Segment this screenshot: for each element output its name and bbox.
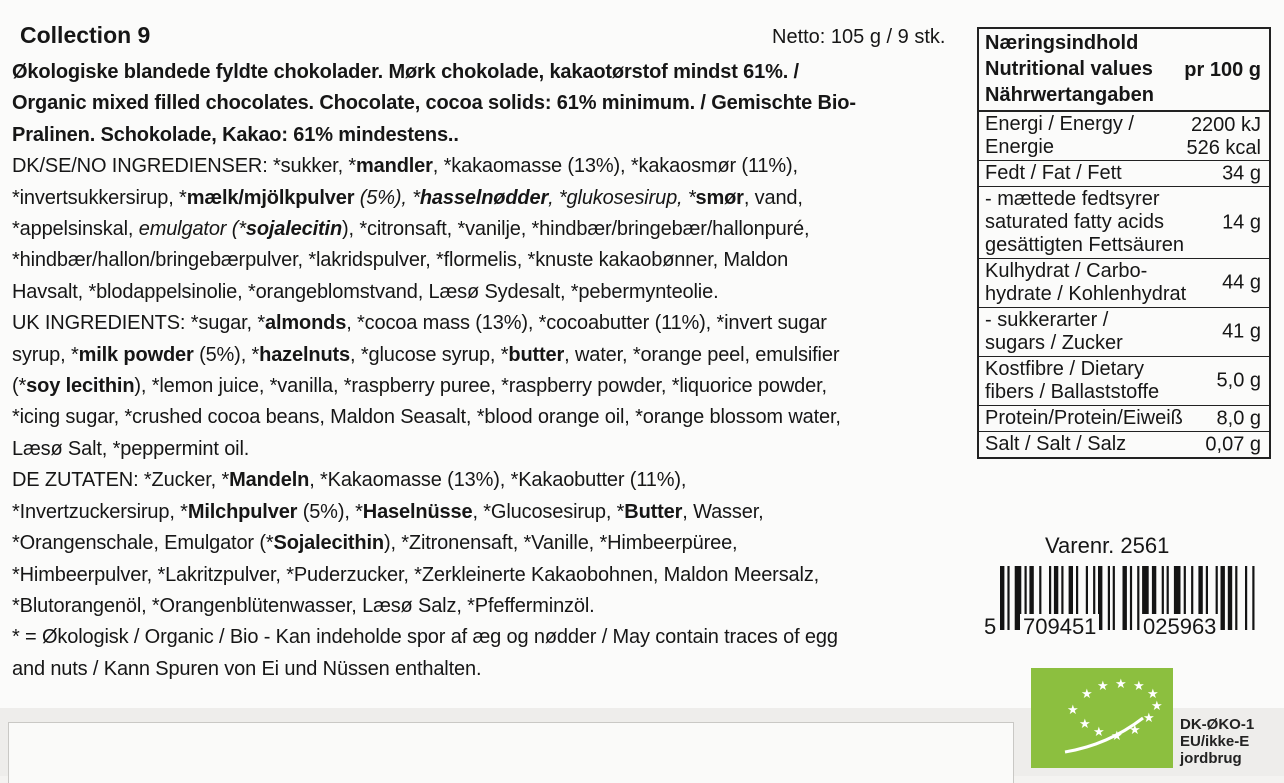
nutrient-value [1222, 272, 1261, 295]
nutrient-value-line: 0,07 g [1205, 433, 1261, 455]
nutrition-row [979, 308, 1269, 357]
eu-star-icon: ★ [1115, 677, 1127, 692]
nutrient-label: sugars / Zucker [985, 332, 1123, 354]
nutrition-row [979, 406, 1269, 432]
ingredients-line [12, 402, 962, 433]
barcode-bar [1245, 566, 1247, 630]
eu-star-icon: ★ [1147, 687, 1159, 702]
barcode-bar [1252, 566, 1254, 630]
ingredient-text: Læsø Salt, *peppermint oil. [12, 437, 250, 460]
ingredient-text: UK INGREDIENTS: *sugar, * [12, 312, 265, 335]
ingredient-text: and nuts / Kann Spuren von Ei und Nüssen enthalten. [12, 657, 482, 680]
allergen-text: soy lecithin [26, 375, 135, 398]
allergen-text: Butter [624, 500, 683, 523]
nutrient-label: saturated fatty acids [985, 211, 1164, 233]
nutrition-row [979, 161, 1269, 187]
barcode-bar [1113, 566, 1115, 630]
lower-packaging-box [8, 722, 1014, 783]
per-100g-label: pr 100 g [1184, 59, 1261, 81]
allergen-text: hazelnuts [259, 343, 351, 366]
ingredient-text: (* [12, 375, 27, 398]
item-number: Varenr. 2561 [1045, 533, 1170, 558]
ingredient-text: , *glukosesirup, * [548, 186, 696, 209]
eu-star-icon: ★ [1151, 699, 1163, 714]
eu-star-icon: ★ [1129, 723, 1141, 738]
nutrient-value-line: 526 kcal [1186, 137, 1261, 159]
barcode-bar [1123, 566, 1127, 630]
barcode-bar [1221, 566, 1225, 630]
allergen-text: smør [695, 186, 744, 209]
allergen-text: almonds [265, 312, 347, 335]
ingredients-line [12, 151, 962, 182]
ingredient-text: DE ZUTATEN: *Zucker, * [12, 469, 230, 492]
nutrient-value-line: 5,0 g [1216, 369, 1261, 392]
ingredient-text: ), *citronsaft, *vanilje, *hindbær/bringebær/hallonpuré, [342, 218, 810, 241]
ingredient-text: , Wasser, [682, 500, 764, 523]
allergen-text: sojalecitin [245, 218, 343, 241]
allergen-text: Haselnüsse [362, 500, 473, 523]
ingredient-text: (5%), * [354, 186, 420, 209]
net-weight: Netto: 105 g / 9 stk. [772, 26, 946, 48]
nutrient-value-line: 2200 kJ [1190, 114, 1261, 136]
nutrition-table-header [979, 29, 1269, 112]
ingredient-text: , *kakaomasse (13%), *kakaosmør (11%), [432, 155, 798, 178]
ingredient-text: DK/SE/NO INGREDIENSER: *sukker, * [12, 155, 357, 178]
allergen-text: Mandeln [229, 469, 310, 492]
ingredients-line [12, 528, 962, 559]
label-text-block [12, 57, 962, 685]
ingredient-text: *Invertzuckersirup, * [12, 500, 188, 523]
nutrient-value [1217, 407, 1261, 430]
organic-certification-text [1180, 716, 1254, 767]
nutrient-value-line: 41 g [1222, 320, 1261, 343]
eu-organic-leaf-icon [1031, 668, 1173, 768]
eu-star-icon: ★ [1093, 725, 1105, 740]
ingredients-line [12, 340, 962, 371]
barcode-bar [1007, 566, 1009, 630]
allergen-text: Milchpulver [187, 500, 298, 523]
nutrient-value-line: 34 g [1222, 162, 1261, 184]
ingredient-text: (5%), * [193, 343, 260, 366]
eu-star-icon: ★ [1143, 711, 1155, 726]
ingredient-text: , *Kakaomasse (13%), *Kakaobutter (11%), [309, 469, 687, 492]
headline-line: Pralinen. Schokolade, Kakao: 61% mindestens.. [12, 123, 459, 146]
ingredient-text: *Himbeerpulver, *Lakritzpulver, *Puderzucker, *Zerkleinerte Kakaobohnen, Maldon Meersalz, [12, 563, 820, 586]
ingredient-text: ), *lemon juice, *vanilla, *raspberry puree, *raspberry powder, *liquorice powder, [134, 375, 827, 398]
nutrition-row [979, 187, 1269, 259]
nutrition-table [977, 27, 1271, 459]
ingredient-text: * = Økologisk / Organic / Bio - Kan indeholde spor af æg og nødder / May contain traces of egg [12, 626, 838, 649]
eu-star-icon: ★ [1097, 679, 1109, 694]
headline-line: Organic mixed filled chocolates. Chocolate, cocoa solids: 61% minimum. / Gemischte Bio- [12, 92, 856, 115]
barcode-bar [1228, 566, 1232, 630]
nutrient-label: fibers / Ballaststoffe [985, 381, 1160, 403]
nutrient-label: Kulhydrat / Carbo- [985, 260, 1148, 282]
ingredients-line [12, 654, 962, 685]
headline-line: Økologiske blandede fyldte chokolader. Mørk chokolade, kakaotørstof mindst 61%. / [12, 61, 799, 83]
eu-star-icon: ★ [1079, 717, 1091, 732]
nutrition-row [979, 432, 1269, 458]
nutrient-label: - mættede fedtsyrer [985, 188, 1160, 210]
ingredients-line [12, 183, 962, 214]
nutrient-value [1222, 321, 1261, 344]
nutrition-row [979, 259, 1269, 308]
barcode-bar [1130, 566, 1132, 630]
ingredient-text: , water, *orange peel, emulsifier [564, 343, 840, 366]
allergen-text: hasselnødder [419, 186, 549, 209]
ingredients-line [12, 371, 962, 402]
nutrient-label: Energi / Energy / [985, 113, 1134, 135]
nutrient-value [1205, 433, 1261, 456]
allergen-text: Sojalecithin [273, 532, 384, 555]
ingredient-text: ), *Zitronensaft, *Vanille, *Himbeerpüree, [383, 532, 738, 555]
barcode-bar [1108, 566, 1110, 630]
ingredient-text: , *Glucosesirup, * [472, 500, 625, 523]
ingredients-line [12, 465, 962, 496]
ingredient-text: (5%), * [297, 500, 363, 523]
nutrition-heading: Næringsindhold [985, 32, 1139, 54]
ingredients-line [12, 497, 962, 528]
ingredients-line [12, 591, 962, 622]
cert-line: EU/ikke-E [1180, 733, 1250, 750]
nutrient-value-line: 44 g [1222, 271, 1261, 294]
ingredient-text: *Orangenschale, Emulgator (* [12, 532, 274, 555]
ingredients-line [12, 434, 962, 465]
barcode-bar [1235, 566, 1237, 630]
nutrient-value [1222, 211, 1261, 234]
nutrition-row [979, 112, 1269, 161]
ingredients-line [12, 560, 962, 591]
ingredients-list [12, 151, 962, 685]
barcode-digit-group: 025963 [1140, 614, 1219, 640]
nutrient-value-line: 14 g [1222, 211, 1261, 233]
barcode-digit-group: 5 [984, 614, 997, 639]
ingredient-text: , *glucose syrup, * [350, 343, 509, 366]
ingredients-line [12, 214, 962, 245]
barcode-digit-group: 709451 [1020, 614, 1099, 640]
cert-line: jordbrug [1180, 750, 1242, 767]
ingredient-text: , *cocoa mass (13%), *cocoabutter (11%), *invert sugar [346, 312, 827, 335]
nutrient-value [1187, 114, 1262, 160]
cert-line: DK-ØKO-1 [1180, 716, 1255, 733]
nutrition-row [979, 357, 1269, 406]
ingredients-line [12, 245, 962, 276]
allergen-text: butter [508, 343, 565, 366]
nutrition-heading: Nährwertangaben [985, 84, 1154, 106]
allergen-text: mælk/mjölkpulver [186, 186, 355, 209]
eu-star-icon: ★ [1067, 703, 1079, 718]
eu-star-icon: ★ [1081, 687, 1093, 702]
nutrient-label: - sukkerarter / [985, 309, 1109, 331]
ingredient-text: emulgator (* [138, 218, 246, 241]
ingredient-text: *appelsinskal, [12, 218, 139, 241]
nutrition-rows [979, 112, 1269, 458]
ingredient-text: Havsalt, *blodappelsinolie, *orangeblomstvand, Læsø Sydesalt, *pebermynteolie. [12, 280, 719, 303]
nutrient-label: Kostfibre / Dietary [985, 358, 1144, 380]
ingredients-line [12, 308, 962, 339]
ingredient-text: *icing sugar, *crushed cocoa beans, Maldon Seasalt, *blood orange oil, *orange blossom water, [12, 406, 841, 429]
eu-star-icon: ★ [1111, 729, 1123, 744]
ingredient-text: , vand, [743, 186, 803, 209]
nutrient-label: hydrate / Kohlenhydrat [985, 283, 1187, 305]
ingredient-text: *hindbær/hallon/bringebærpulver, *lakridspulver, *flormelis, *knuste kakaobønner, Maldon [12, 249, 789, 272]
ingredient-text: syrup, * [12, 343, 79, 366]
product-title: Collection 9 [20, 22, 151, 48]
nutrient-label: Protein/Protein/Eiweiß [985, 407, 1183, 429]
nutrient-value [1222, 162, 1261, 185]
nutrient-label: gesättigten Fettsäuren [985, 234, 1185, 256]
nutrient-value-line: 8,0 g [1216, 407, 1261, 429]
ingredients-line [12, 277, 962, 308]
ingredient-text: *invertsukkersirup, * [12, 186, 187, 209]
nutrient-label: Energie [985, 136, 1054, 158]
nutrient-label: Fedt / Fat / Fett [985, 162, 1122, 184]
barcode-bar [1000, 566, 1004, 630]
ingredient-text: *Blutorangenöl, *Orangenblütenwasser, Læsø Salz, *Pfefferminzöl. [12, 594, 595, 617]
allergen-text: milk powder [78, 343, 194, 366]
nutrition-heading: Nutritional values [985, 58, 1153, 80]
nutrient-value [1217, 370, 1261, 393]
eu-star-icon: ★ [1133, 679, 1145, 694]
allergen-text: mandler [356, 155, 433, 178]
nutrient-label: Salt / Salt / Salz [985, 433, 1127, 455]
ingredients-line [12, 622, 962, 653]
